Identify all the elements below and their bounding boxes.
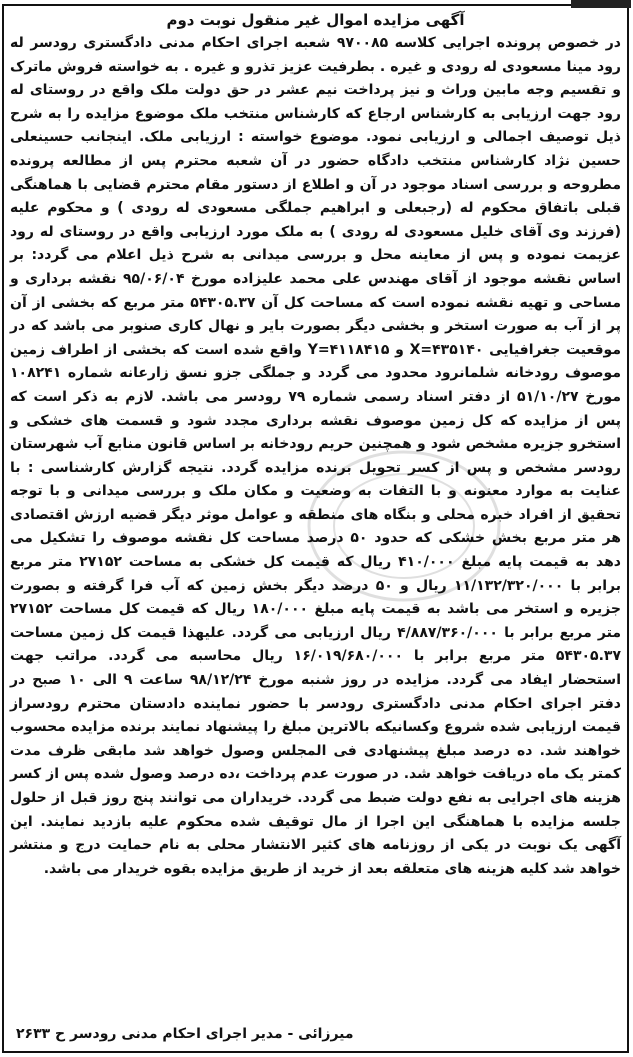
notice-body	[4, 32, 627, 881]
signature-line: میرزائی - مدیر اجرای احکام مدنی رودسر	[70, 1026, 354, 1042]
reference-code: ح ۲۶۳۳	[16, 1026, 66, 1042]
notice-footer	[12, 1023, 619, 1045]
notice-title: آگهی مزایده اموال غیر منقول نوبت دوم	[166, 11, 465, 29]
corner-tab	[571, 0, 631, 8]
notice-paragraph: در خصوص پرونده اجرایی کلاسه ۹۷۰۰۸۵ شعبه اجرای احکام مدنی دادگستری رودسر له رود مینا مسعودی له رودی و غیره . بطرفیت عزیز تذرو و غیره . به خواسته فروش ماترک و تقسیم وجه مابین وراث و نیز پرداخت نیم عشر در حق دولت ملک واقع در روستای له رود جهت ارزیابی به کارشناس ارجاع که کارشناس منتخب ملک موضوع مزایده را به شرح ذیل توصیف اجمالی و ارزیابی نمود. موضوع خواسته : ارزیابی ملک. اینجانب حسینعلی حسین نژاد کارشناس منتخب دادگاه حضور در آن شعبه محترم پس از مطالعه پرونده مطروحه و بررسی اسناد موجود در آن و اطلاع از دستور مقام محترم قضایی با هماهنگی قبلی باتفاق محکوم له (رجبعلی و ابراهیم جملگی مسعودی له رودی ) و محکوم علیه (فرزند وی آقای خلیل مسعودی له رودی ) به ملک مورد ارزیابی واقع در روستای له رود عزیمت نموده و پس از معاینه محل و بررسی میدانی به شرح ذیل اعلام می گردد: بر اساس نقشه موجود از آقای مهندس علی محمد علیزاده مورخ ۹۵/۰۶/۰۴ نقشه برداری و مساحی و تهیه نقشه نموده است که مساحت کل آن ۵۴۳۰۵.۳۷ متر مربع که بخشی از آن پر از آب به صورت استخر و بخشی دیگر بصورت بایر و نهال کاری صنوبر می باشد که در موقعیت جغرافیایی X=۴۳۵۱۴۰ و Y=۴۱۱۸۴۱۵ واقع شده است که بخشی از اطراف زمین موصوف رودخانه شلمانرود محدود می گردد و جملگی جزو نسق زارعانه شماره ۱۰۸۲۴۱ مورخ ۵۱/۱۰/۲۷ از دفتر اسناد رسمی شماره ۷۹ رودسر می باشد. لازم به ذکر است که پس از مزایده که کل زمین موصوف نقشه برداری مجدد شود و قسمت های خشکی و استخرو جزیره مشخص شود و همچنین حریم رودخانه بر اساس قانون منابع آب شهرستان رودسر مشخص و پس از کسر تحویل برنده مزایده گردد. نتیجه گزارش کارشناسی : با عنایت به موارد معنونه و با التفات به وضعیت و مکان ملک و بررسی میدانی و با توجه تحقیق از افراد خبره محلی و بنگاه های منطقه و عوامل موثر دیگر قضیه ارزش اقتصادی هر متر مربع بخش خشکی که حدود ۵۰ درصد مساحت کل نقشه موصوف را تشکیل می دهد به قیمت پایه مبلغ ۴۱۰/۰۰۰ ریال که قیمت کل خشکی به مساحت ۲۷۱۵۲ متر مربع برابر با ۱۱/۱۳۲/۳۲۰/۰۰۰ ریال و ۵۰ درصد دیگر بخش زمین که آب فرا گرفته و بصورت جزیره و استخر می باشد به قیمت پایه مبلغ ۱۸۰/۰۰۰ ریال که قیمت کل مساحت ۲۷۱۵۲ متر مربع برابر با ۴/۸۸۷/۳۶۰/۰۰۰ ریال ارزیابی می گردد. علیهذا قیمت کل زمین مساحت ۵۴۳۰۵.۳۷ متر مربع برابر با ۱۶/۰۱۹/۶۸۰/۰۰۰ ریال محاسبه می گردد. مراتب جهت استحضار ایفاد می گردد. مزایده در روز شنبه مورخ ۹۸/۱۲/۲۴ ساعت ۹ الی ۱۰ صبح در دفتر اجرای احکام مدنی دادگستری رودسر با حضور نماینده دادستان محترم رودسراز قیمت ارزیابی شده شروع وکسانیکه بالاترین مبلغ را پیشنهاد نمایند برنده مزایده محسوب خواهند شد. ده درصد مبلغ پیشنهادی فی المجلس وصول خواهد شد مابقی ظرف مدت کمتر یک ماه دریافت خواهد شد. در صورت عدم پرداخت ،ده درصد وصول شده پس از کسر هزینه های اجرایی به نفع دولت ضبط می گردد. خریداران می توانند پنج روز قبل از حلول جلسه مزایده با هماهنگی این اجرا از مال توقیف شده محکوم علیه بازدید نمایند. این آگهی یک نوبت در یکی از روزنامه های کثیر الانتشار محلی به نام حمایت درج و منتشر خواهد شد کلیه هزینه های متعلقه بعد از خرید از طریق مزایده بقوه خریدار می باشد.	[10, 35, 622, 877]
auction-notice	[2, 4, 629, 1053]
